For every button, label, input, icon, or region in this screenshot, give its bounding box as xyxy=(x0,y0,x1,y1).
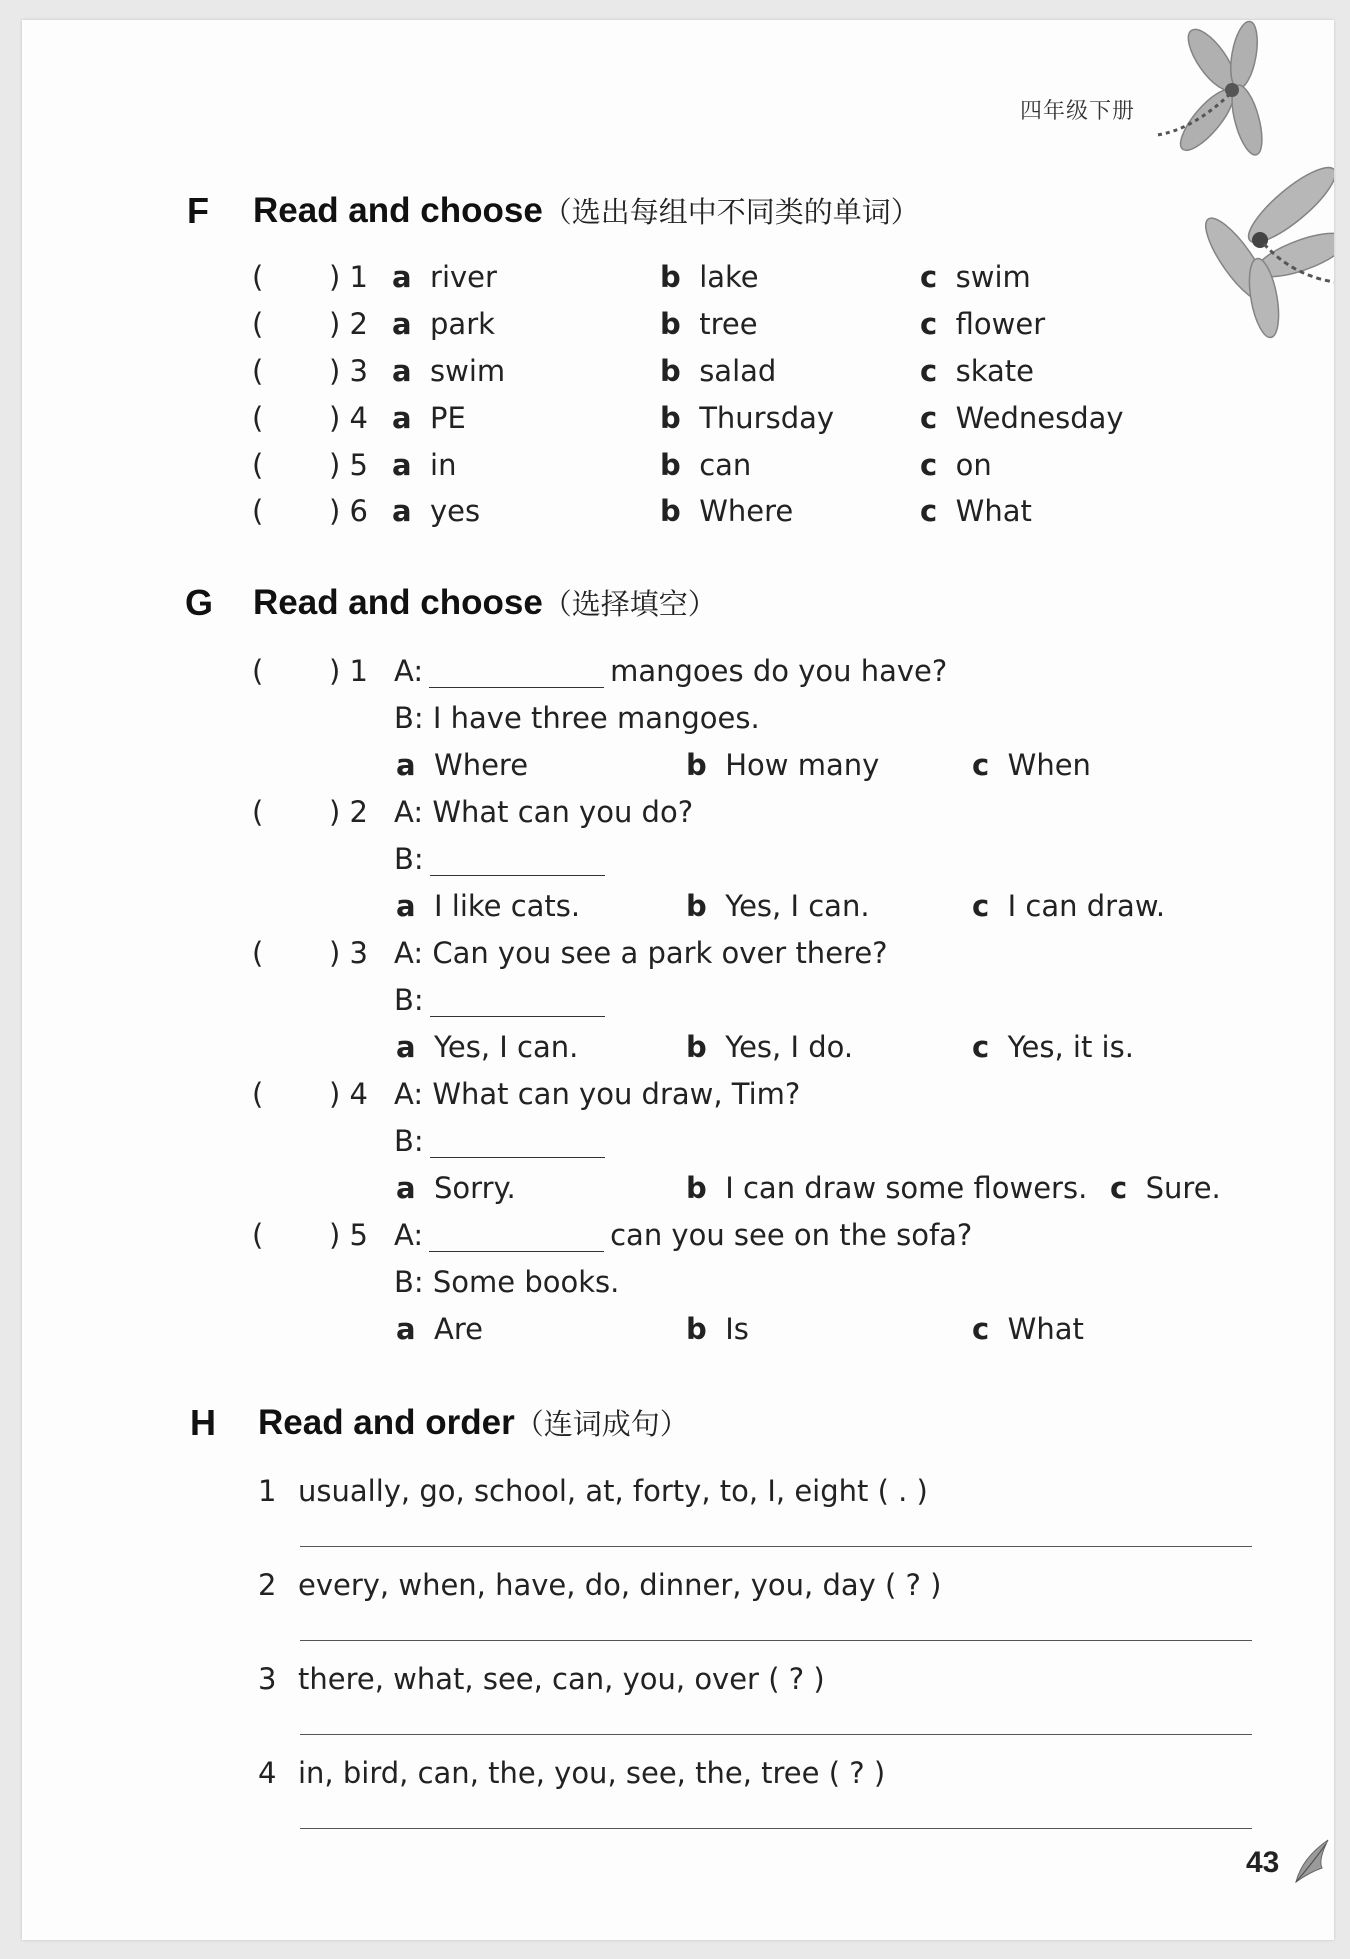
option-c: c What xyxy=(972,1312,1084,1346)
question-a: A: mangoes do you have? xyxy=(394,654,948,688)
option-c: c When xyxy=(972,748,1091,782)
option-a: a river xyxy=(392,260,497,294)
option-a: a Yes, I can. xyxy=(396,1030,579,1064)
section-g-subtitle: （选择填空） xyxy=(542,587,717,621)
option-b: b How many xyxy=(686,748,880,782)
word-list: usually, go, school, at, forty, to, I, eight ( . ) xyxy=(298,1474,928,1508)
answer-line[interactable] xyxy=(300,1828,1252,1829)
word-list: in, bird, can, the, you, see, the, tree ( ? ) xyxy=(298,1756,886,1790)
option-a: a Sorry. xyxy=(396,1171,516,1205)
option-c: c swim xyxy=(920,260,1031,294)
section-g-title: Read and choose xyxy=(253,583,543,622)
option-b: b I can draw some flowers. xyxy=(686,1171,1088,1205)
answer-paren[interactable]: ( xyxy=(252,448,264,482)
item-number: ) 1 xyxy=(329,260,368,294)
option-a: a yes xyxy=(392,494,481,528)
blank-input[interactable] xyxy=(429,657,604,688)
question-a: A: Can you see a park over there? xyxy=(394,936,888,970)
option-b: b Thursday xyxy=(660,401,835,435)
option-b: b Where xyxy=(660,494,794,528)
item-number: ) 6 xyxy=(329,494,368,528)
option-b: b salad xyxy=(660,354,777,388)
item-number: ) 5 xyxy=(329,1218,368,1252)
item-number: ) 2 xyxy=(329,307,368,341)
section-g-letter: G xyxy=(185,582,214,623)
answer-paren[interactable]: ( xyxy=(252,494,264,528)
option-c: c skate xyxy=(920,354,1035,388)
option-a: a Are xyxy=(396,1312,483,1346)
leaf-icon xyxy=(1292,1838,1332,1884)
item-number: 2 xyxy=(258,1568,277,1602)
blank-input[interactable] xyxy=(430,986,605,1017)
page-number: 43 xyxy=(1246,1846,1280,1879)
item-number: ) 1 xyxy=(329,654,368,688)
option-b: b Yes, I do. xyxy=(686,1030,854,1064)
item-number: 3 xyxy=(258,1662,277,1696)
question-b: B: xyxy=(394,983,611,1017)
answer-paren[interactable]: ( xyxy=(252,307,264,341)
blank-input[interactable] xyxy=(430,845,605,876)
item-number: 1 xyxy=(258,1474,277,1508)
option-a: a in xyxy=(392,448,457,482)
section-f-title: Read and choose xyxy=(253,191,543,230)
answer-paren[interactable]: ( xyxy=(252,260,264,294)
answer-line[interactable] xyxy=(300,1734,1252,1735)
option-c: c Sure. xyxy=(1110,1171,1221,1205)
item-number: ) 2 xyxy=(329,795,368,829)
question-a: A: What can you draw, Tim? xyxy=(394,1077,801,1111)
answer-paren[interactable]: ( xyxy=(252,1077,264,1111)
answer-paren[interactable]: ( xyxy=(252,654,264,688)
option-b: b can xyxy=(660,448,752,482)
option-b: b tree xyxy=(660,307,758,341)
blank-input[interactable] xyxy=(430,1127,605,1158)
blank-input[interactable] xyxy=(429,1221,604,1252)
option-b: b lake xyxy=(660,260,759,294)
option-c: c on xyxy=(920,448,992,482)
section-h-subtitle: （连词成句） xyxy=(514,1407,689,1441)
option-b: b Yes, I can. xyxy=(686,889,870,923)
item-number: 4 xyxy=(258,1756,277,1790)
option-c: c What xyxy=(920,494,1032,528)
option-a: a park xyxy=(392,307,495,341)
option-c: c flower xyxy=(920,307,1046,341)
section-f-heading xyxy=(253,190,920,231)
item-number: ) 5 xyxy=(329,448,368,482)
item-number: ) 3 xyxy=(329,936,368,970)
grade-label: 四年级下册 xyxy=(1020,99,1136,124)
section-f-letter: F xyxy=(187,190,209,231)
item-number: ) 4 xyxy=(329,401,368,435)
dragonfly-icon xyxy=(1152,20,1334,340)
section-f-subtitle: （选出每组中不同类的单词） xyxy=(542,195,920,229)
answer-paren[interactable]: ( xyxy=(252,354,264,388)
option-c: c Yes, it is. xyxy=(972,1030,1134,1064)
section-h-title: Read and order xyxy=(258,1403,515,1442)
item-number: ) 3 xyxy=(329,354,368,388)
option-b: b Is xyxy=(686,1312,749,1346)
question-b: B: Some books. xyxy=(394,1265,620,1299)
option-c: c I can draw. xyxy=(972,889,1166,923)
answer-paren[interactable]: ( xyxy=(252,795,264,829)
question-b: B: xyxy=(394,842,611,876)
section-g-heading xyxy=(253,582,717,623)
section-h-letter: H xyxy=(190,1402,216,1443)
question-b: B: xyxy=(394,1124,611,1158)
answer-paren[interactable]: ( xyxy=(252,936,264,970)
option-a: a Where xyxy=(396,748,529,782)
word-list: there, what, see, can, you, over ( ? ) xyxy=(298,1662,825,1696)
option-a: a PE xyxy=(392,401,466,435)
word-list: every, when, have, do, dinner, you, day ( ? ) xyxy=(298,1568,942,1602)
question-b: B: I have three mangoes. xyxy=(394,701,760,735)
option-a: a swim xyxy=(392,354,506,388)
answer-line[interactable] xyxy=(300,1640,1252,1641)
worksheet-page xyxy=(22,20,1334,1940)
item-number: ) 4 xyxy=(329,1077,368,1111)
question-a: A: can you see on the sofa? xyxy=(394,1218,973,1252)
question-a: A: What can you do? xyxy=(394,795,694,829)
answer-paren[interactable]: ( xyxy=(252,401,264,435)
section-h-heading xyxy=(258,1402,689,1443)
option-c: c Wednesday xyxy=(920,401,1124,435)
answer-paren[interactable]: ( xyxy=(252,1218,264,1252)
answer-line[interactable] xyxy=(300,1546,1252,1547)
option-a: a I like cats. xyxy=(396,889,581,923)
